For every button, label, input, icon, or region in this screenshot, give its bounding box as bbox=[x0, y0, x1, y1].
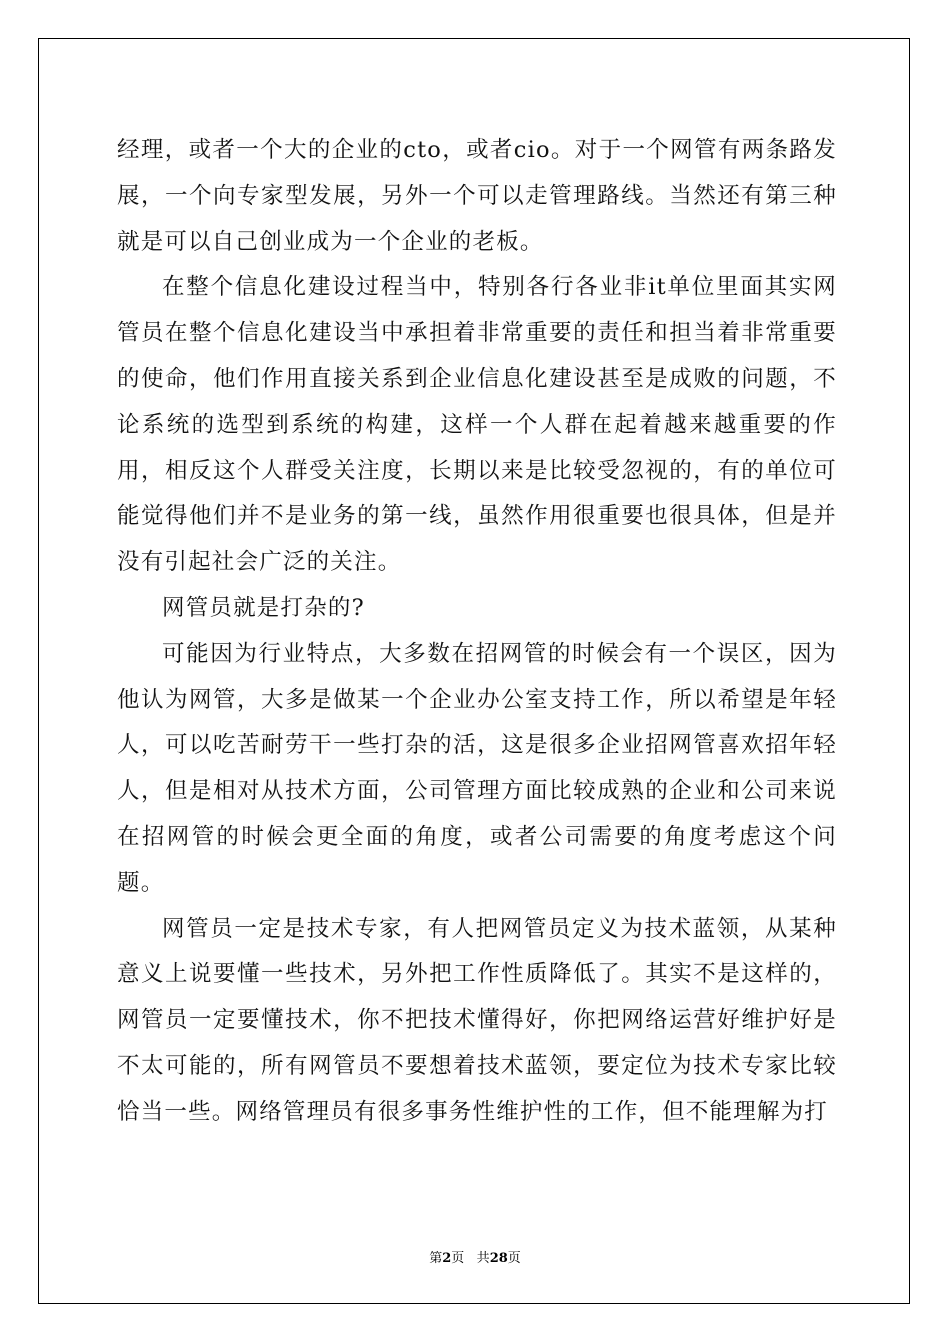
document-body bbox=[117, 128, 837, 1136]
paragraph: 网管员就是打杂的? bbox=[162, 594, 365, 621]
paragraph: 网管员一定是技术专家，有人把网管员定义为技术蓝领，从某种意义上说要懂一些技术，另外把工作性质降低了。其实不是这样的，网管员一定要懂技术，你不把技术懂得好，你把网络运营好维护好是不太可能的，所有网管员不要想着技术蓝领，要定位为技术专家比较恰当一些。网络管理员有很多事务性维护性的工作，但不能理解为打 bbox=[117, 915, 837, 1125]
page-prefix: 第 bbox=[429, 1251, 443, 1266]
paragraph: 可能因为行业特点，大多数在招网管的时候会有一个误区，因为他认为网管，大多是做某一个企业办公室支持工作，所以希望是年轻人，可以吃苦耐劳干一些打杂的活，这是很多企业招网管喜欢招年轻人，但是相对从技术方面，公司管理方面比较成熟的企业和公司来说在招网管的时候会更全面的角度，或者公司需要的角度考虑这个问题。 bbox=[117, 640, 837, 896]
total-suffix: 页 bbox=[507, 1251, 521, 1266]
total-prefix: 共 bbox=[476, 1251, 490, 1266]
page-number: 2 bbox=[442, 1251, 452, 1266]
paragraph: 在整个信息化建设过程当中，特别各行各业非it单位里面其实网管员在整个信息化建设当中承担着非常重要的责任和担当着非常重要的使命，他们作用直接关系到企业信息化建设甚至是成败的问题，不论系统的选型到系统的构建，这样一个人群在起着越来越重要的作用，相反这个人群受关注度，长期以来是比较受忽视的，有的单位可能觉得他们并不是业务的第一线，虽然作用很重要也很具体，但是并没有引起社会广泛的关注。 bbox=[117, 274, 837, 576]
total-pages: 28 bbox=[489, 1251, 508, 1266]
paragraph: 经理，或者一个大的企业的cto，或者cio。对于一个网管有两条路发展，一个向专家型发展，另外一个可以走管理路线。当然还有第三种就是可以自己创业成为一个企业的老板。 bbox=[117, 137, 837, 255]
page-suffix: 页 bbox=[451, 1251, 465, 1266]
page-footer bbox=[0, 1247, 950, 1266]
